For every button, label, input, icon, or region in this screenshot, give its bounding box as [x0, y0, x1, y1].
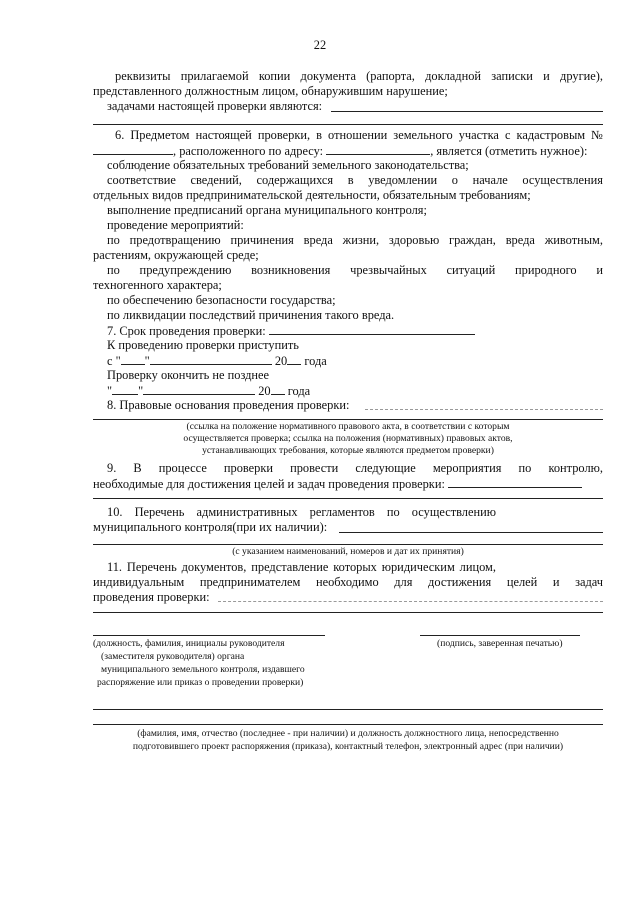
fill-line [339, 532, 603, 533]
text-line: К проведению проверки приступить [107, 338, 299, 352]
option-item: по обеспечению безопасности государства; [107, 293, 336, 307]
section-9-title: 9. В процессе проверки провести следующие мероприятия по контролю, [107, 461, 603, 475]
text-line: индивидуальным предпринимателем необходимо для достижения целей и задач [93, 575, 603, 589]
signature-caption: муниципального земельного контроля, издавшего [101, 664, 305, 675]
signature-caption: (должность, фамилия, инициалы руководителя [93, 638, 285, 649]
text-line: отдельных видов предпринимательской деятельности, обязательным требованиям; [93, 188, 531, 202]
text-line: Проверку окончить не позднее [107, 368, 270, 382]
section-8-title: 8. Правовые основания проведения проверки: [107, 398, 350, 412]
fill-line [93, 544, 603, 545]
text-line: реквизиты прилагаемой копии документа (рапорта, докладной записки и другие), [115, 69, 603, 83]
text-line: муниципального контроля(при их наличии): [93, 520, 328, 534]
month-blank [143, 383, 255, 395]
year-blank [271, 383, 285, 395]
day-blank [112, 383, 138, 395]
signature-line [93, 635, 325, 636]
section-11-title: 11. Перечень документов, представление которых юридическим лицом, [107, 560, 496, 574]
fill-line [93, 724, 603, 725]
option-item: по предупреждению возникновения чрезвычайных ситуаций природного и [107, 263, 603, 277]
fill-line [93, 419, 603, 420]
note-text: (ссылка на положение нормативного правового акта, в соответствии с которым [186, 421, 510, 432]
signature-caption: (подпись, заверенная печатью) [437, 638, 563, 649]
option-item: соответствие сведений, содержащихся в уведомлении о начале осуществления [107, 173, 603, 187]
fill-line [218, 601, 603, 602]
day-blank [121, 353, 145, 365]
text-line: представленного должностным лицом, обнаружившим нарушение; [93, 84, 448, 98]
measures-blank [448, 476, 582, 488]
footer-caption: подготовившего проект распоряжения (приказа), контактный телефон, электронный адрес (при наличии) [132, 741, 564, 752]
cadastral-number-blank [93, 143, 173, 155]
start-date-line: с " " 20 года [107, 354, 327, 368]
text-line: растениям, окружающей среде; [93, 248, 259, 262]
section-7-title: 7. Срок проведения проверки: [107, 323, 475, 339]
year-blank [287, 353, 301, 365]
option-item: проведение мероприятий: [107, 218, 244, 232]
footer-caption: (фамилия, имя, отчество (последнее - при наличии) и должность должностного лица, непосредственно [137, 728, 559, 739]
note-text: устанавливающих требования, которые являются предметом проверки) [202, 445, 494, 456]
fill-line [93, 124, 603, 125]
option-item: по предотвращению причинения вреда жизни, здоровью граждан, вреда животным, [107, 233, 603, 247]
text-line: задачами настоящей проверки являются: [107, 99, 323, 113]
fill-line [93, 709, 603, 710]
text-line: необходимые для достижения целей и задач проведения проверки: [93, 476, 582, 492]
fill-line [365, 409, 603, 410]
address-blank [326, 143, 430, 155]
month-blank [150, 353, 272, 365]
note-text: осуществляется проверка; ссылка на положения (нормативных) правовых актов, [183, 433, 513, 444]
inspection-period-blank [269, 323, 475, 335]
fill-line [93, 612, 603, 613]
signature-line [420, 635, 580, 636]
option-item: соблюдение обязательных требований земельного законодательства; [107, 158, 469, 172]
fill-line [93, 498, 603, 499]
signature-caption: (заместителя руководителя) органа [101, 651, 245, 662]
signature-caption: распоряжение или приказ о проведении проверки) [97, 677, 304, 688]
text-line: проведения проверки: [93, 590, 210, 604]
option-item: выполнение предписаний органа муниципального контроля; [107, 203, 427, 217]
fill-line [331, 111, 603, 112]
text-line: , расположенного по адресу: , является (отметить нужное): [93, 143, 587, 159]
section-10-title: 10. Перечень административных регламентов по осуществлению [107, 505, 496, 519]
note-text: (с указанием наименований, номеров и дат их принятия) [232, 546, 464, 557]
option-item: по ликвидации последствий причинения такого вреда. [107, 308, 395, 322]
section-6-title: 6. Предметом настоящей проверки, в отношении земельного участка с кадастровым № [115, 128, 603, 142]
page-number: 22 [313, 38, 327, 52]
text-line: техногенного характера; [93, 278, 222, 292]
end-date-line: " " 20 года [107, 384, 311, 398]
